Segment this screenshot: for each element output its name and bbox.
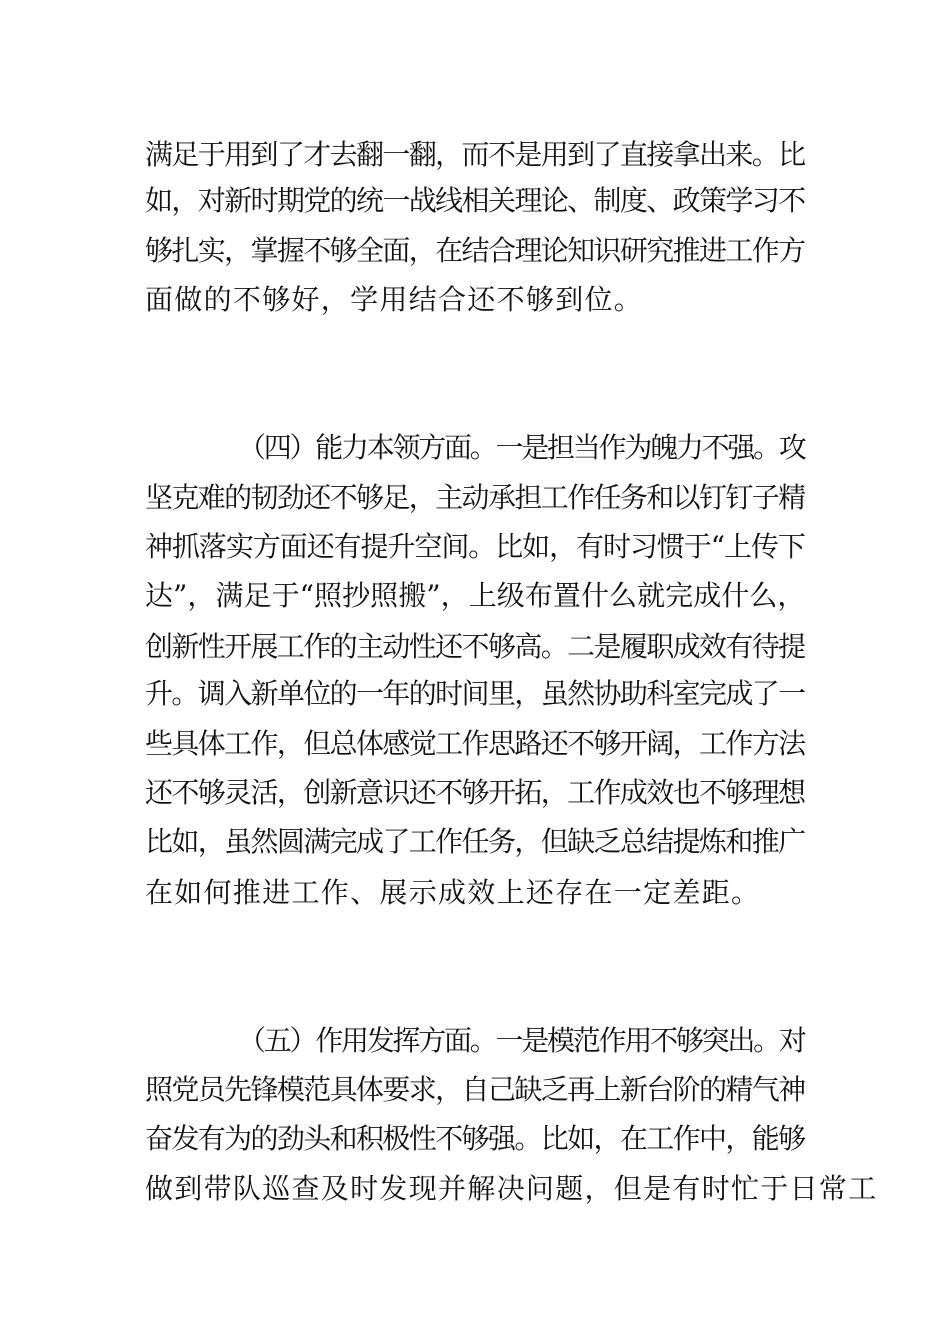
text-line: 做到带队巡查及时发现并解决问题，但是有时忙于日常工 <box>145 1172 878 1205</box>
text-line: 在如何推进工作、展示成效上还存在一定差距。 <box>145 876 761 909</box>
section-heading-line: （四）能力本领方面。一是担当作为魄力不强。攻 <box>238 431 805 464</box>
text-line: 升。调入新单位的一年的时间里，虽然协助科室完成了一 <box>145 677 805 710</box>
text-line: 比如，虽然圆满完成了工作任务，但缺乏总结提炼和推广 <box>145 825 805 858</box>
text-line: 照党员先锋模范具体要求，自己缺乏再上新台阶的精气神 <box>145 1073 805 1106</box>
text-line: 够扎实，掌握不够全面，在结合理论知识研究推进工作方 <box>145 234 805 267</box>
text-line: 坚克难的韧劲还不够足，主动承担工作任务和以钉钉子精 <box>145 481 805 514</box>
text-line: 神抓落实方面还有提升空间。比如，有时习惯于“上传下 <box>145 530 805 563</box>
text-line: 满足于用到了才去翻一翻，而不是用到了直接拿出来。比 <box>145 138 805 171</box>
text-line: 些具体工作，但总体感觉工作思路还不够开阔，工作方法 <box>145 727 805 760</box>
text-line: 如，对新时期党的统一战线相关理论、制度、政策学习不 <box>145 184 805 217</box>
text-line: 创新性开展工作的主动性还不够高。二是履职成效有待提 <box>145 630 805 663</box>
text-line: 面做的不够好，学用结合还不够到位。 <box>145 283 644 316</box>
text-line: 奋发有为的劲头和积极性不够强。比如，在工作中，能够 <box>145 1122 805 1155</box>
text-line: 达”，满足于“照抄照搬”，上级布置什么就完成什么， <box>145 579 806 612</box>
text-line: 还不够灵活，创新意识还不够开拓，工作成效也不够理想 <box>145 776 805 809</box>
section-heading-line: （五）作用发挥方面。一是模范作用不够突出。对 <box>238 1024 805 1057</box>
